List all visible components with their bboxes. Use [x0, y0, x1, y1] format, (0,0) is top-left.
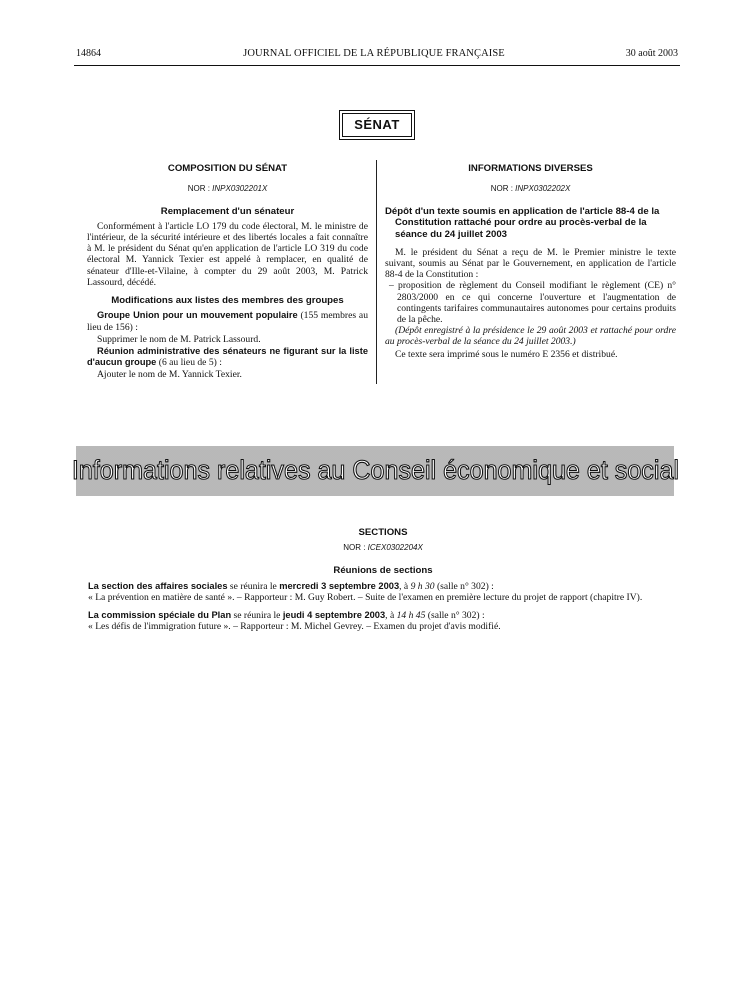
meeting-1-line: La section des affaires sociales se réunira le mercredi 3 septembre 2003, à 9 h 30 (salle n° 302) : — [88, 580, 494, 592]
publication-date: 30 août 2003 — [625, 48, 678, 59]
depot-intro: M. le président du Sénat a reçu de M. le Premier ministre le texte suivant, soumis au Sénat par le Gouvernement, en application de l'article 88-4 de la Constitution : — [385, 246, 676, 281]
right-column — [385, 163, 676, 360]
nor-reference: NOR : INPX0302201X — [187, 184, 268, 194]
depot-heading: Dépôt d'un texte soumis en application de l'article 88-4 de la Constitution rattaché pour ordre au procès-verbal de la séance du 24 juillet 2003 — [385, 205, 660, 240]
meeting-1-detail: « La prévention en matière de santé ». – Rapporteur : M. Guy Robert. – Suite de l'examen en première lecture du projet de rapport (chapitre IV). — [88, 592, 643, 604]
group2-paragraph: Réunion administrative des sénateurs ne figurant sur la liste d'aucun groupe (6 au lieu de 5) : — [87, 345, 368, 369]
sections-title: SECTIONS — [358, 527, 408, 538]
reunions-subtitle: Réunions de sections — [333, 564, 433, 576]
senat-section-box — [339, 110, 415, 140]
nor-reference: NOR : ICEX0302204X — [343, 543, 423, 553]
informations-diverses-title: INFORMATIONS DIVERSES — [468, 163, 593, 174]
modifications-subtitle: Modifications aux listes des membres des groupes — [111, 295, 344, 307]
meeting-2-detail: « Les défis de l'immigration future ». – Rapporteur : M. Michel Gevrey. – Examen du projet d'avis modifié. — [88, 621, 501, 633]
page-number: 14864 — [76, 48, 101, 59]
replacement-paragraph: Conformément à l'article LO 179 du code électoral, M. le ministre de l'intérieur, de la sécurité intérieure et des libertés locales a fait connaître à M. le président du Sénat qu'en application de l'article LO 319 du code électoral M. Yannick Texier est appelé à remplacer, en qualité de sénateur d'Ille-et-Vilaine, à compter du 29 août 2003, M. Patrick Lassourd, décédé. — [87, 220, 368, 288]
group1-action: Supprimer le nom de M. Patrick Lassourd. — [97, 333, 261, 345]
ces-banner — [71, 446, 679, 496]
depot-note: (Dépôt enregistré à la présidence le 29 août 2003 et rattaché pour ordre au procès-verbal de la séance du 24 juillet 2003.) — [385, 325, 676, 348]
group2-action: Ajouter le nom de M. Yannick Texier. — [97, 369, 242, 381]
depot-list-item: – proposition de règlement du Conseil modifiant le règlement (CE) n° 2803/2000 en ce qui concerne l'ouverture et l'augmentation de contingents tarifaires communautaires autonomes pour certains produits de la pêche. — [389, 280, 676, 325]
column-divider — [376, 160, 377, 384]
replacement-subtitle: Remplacement d'un sénateur — [160, 205, 295, 217]
journal-title: JOURNAL OFFICIEL DE LA RÉPUBLIQUE FRANÇAISE — [243, 48, 505, 59]
ces-banner-title: Informations relatives au Conseil économique et social — [71, 455, 679, 486]
meeting-2-line: La commission spéciale du Plan se réunira le jeudi 4 septembre 2003, à 14 h 45 (salle n° 302) : — [88, 610, 485, 622]
depot-closing: Ce texte sera imprimé sous le numéro E 2356 et distribué. — [395, 348, 618, 360]
composition-title: COMPOSITION DU SÉNAT — [167, 163, 288, 174]
group1-paragraph: Groupe Union pour un mouvement populaire (155 membres au lieu de 156) : — [87, 310, 368, 333]
senat-label: SÉNAT — [342, 113, 412, 137]
nor-reference: NOR : INPX0302202X — [490, 184, 571, 194]
header-rule — [74, 65, 680, 66]
sections-block — [88, 527, 678, 640]
left-column — [87, 163, 368, 381]
